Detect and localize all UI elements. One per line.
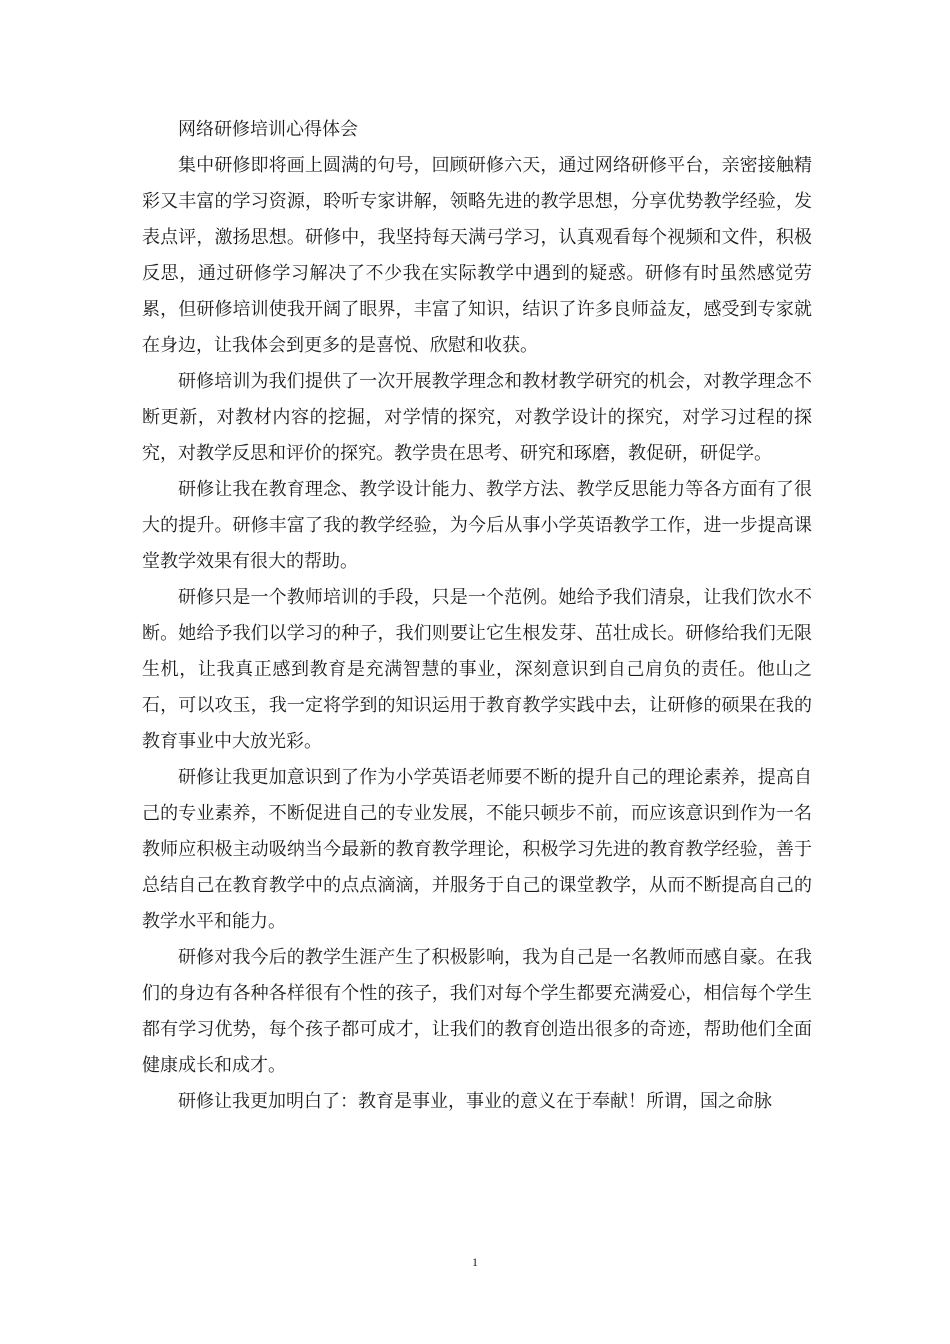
paragraph-7: 研修让我更加明白了：教育是事业，事业的意义在于奉献！所谓，国之命脉 bbox=[178, 1091, 772, 1112]
paragraph-6: 研修对我今后的教学生涯产生了积极影响，我为自己是一名教师而感自豪。在我们的身边有各种各样很有个性的孩子，我们对每个学生都要充满爱心，相信每个学生都有学习优势，每个孩子都可成才，让我们的教育创造出很多的奇迹，帮助他们全面健康成长和成才。 bbox=[142, 947, 812, 1076]
paragraph-1: 集中研修即将画上圆满的句号，回顾研修六天，通过网络研修平台，亲密接触精彩又丰富的学习资源，聆听专家讲解，领略先进的教学思想，分享优势教学经验，发表点评，激扬思想。研修中，我坚持每天满弓学习，认真观看每个视频和文件，积极反思，通过研修学习解决了不少我在实际教学中遇到的疑惑。研修有时虽然感觉劳累，但研修培训使我开阔了眼界，丰富了知识，结识了许多良师益友，感受到专家就在身边，让我体会到更多的是喜悦、欣慰和收获。 bbox=[142, 155, 812, 356]
document-body bbox=[142, 112, 812, 1120]
page-number: 1 bbox=[472, 1255, 478, 1269]
paragraph-2: 研修培训为我们提供了一次开展教学理念和教材教学研究的机会，对教学理念不断更新，对教材内容的挖掘，对学情的探究，对教学设计的探究，对学习过程的探究，对教学反思和评价的探究。教学贵在思考、研究和琢磨，教促研，研促学。 bbox=[142, 371, 812, 464]
paragraph-5: 研修让我更加意识到了作为小学英语老师要不断的提升自己的理论素养，提高自己的专业素养，不断促进自己的专业发展，不能只顿步不前，而应该意识到作为一名教师应积极主动吸纳当今最新的教育教学理论，积极学习先进的教育教学经验，善于总结自己在教育教学中的点点滴滴，并服务于自己的课堂教学，从而不断提高自己的教学水平和能力。 bbox=[142, 767, 812, 932]
paragraph-3: 研修让我在教育理念、教学设计能力、教学方法、教学反思能力等各方面有了很大的提升。研修丰富了我的教学经验，为今后从事小学英语教学工作，进一步提高课堂教学效果有很大的帮助。 bbox=[142, 479, 812, 572]
paragraph-4: 研修只是一个教师培训的手段，只是一个范例。她给予我们清泉，让我们饮水不断。她给予我们以学习的种子，我们则要让它生根发芽、茁壮成长。研修给我们无限生机，让我真正感到教育是充满智慧的事业，深刻意识到自己肩负的责任。他山之石，可以攻玉，我一定将学到的知识运用于教育教学实践中去，让研修的硕果在我的教育事业中大放光彩。 bbox=[142, 587, 812, 752]
document-title: 网络研修培训心得体会 bbox=[178, 119, 358, 140]
